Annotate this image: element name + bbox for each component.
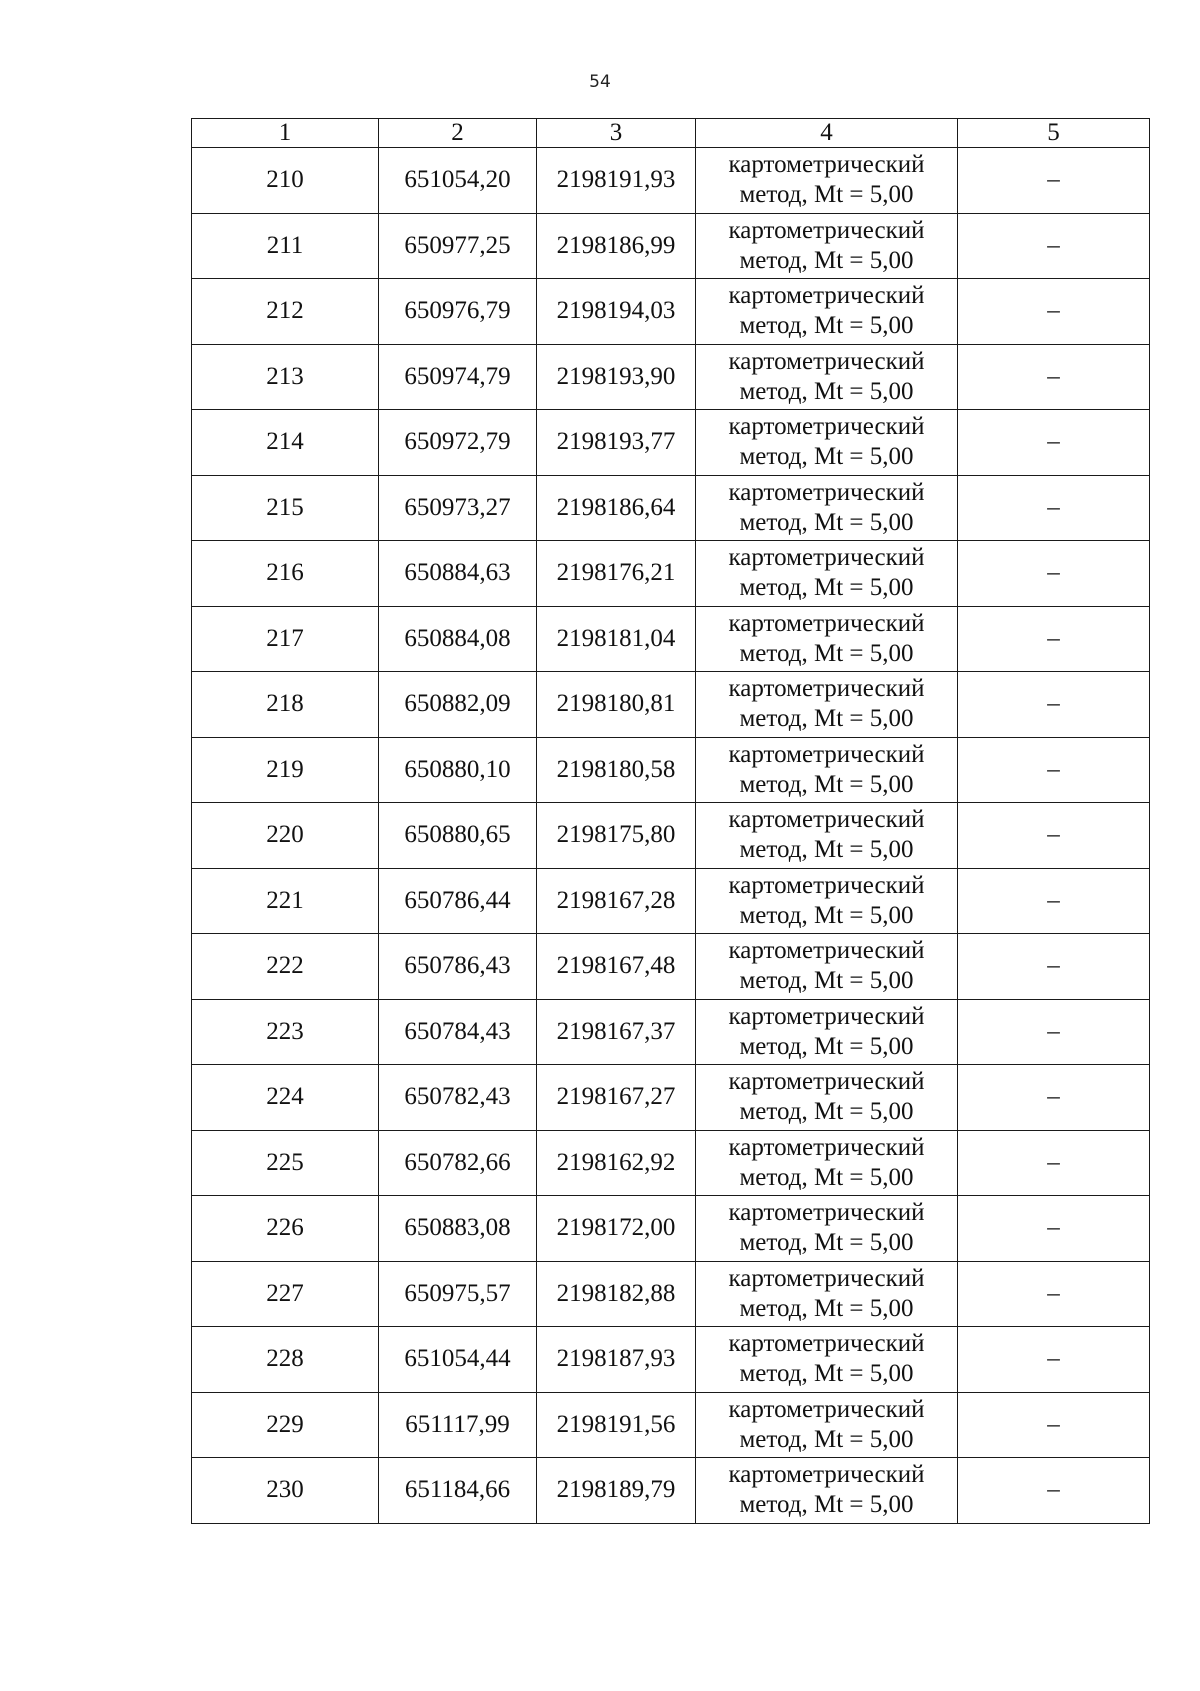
note-cell: – (958, 1458, 1150, 1524)
table-row (192, 999, 1150, 1065)
method-line-2: метод, Mt = 5,00 (739, 836, 914, 864)
method-cell (696, 1196, 958, 1262)
table-row (192, 1196, 1150, 1262)
method-line-1: картометрический (728, 1395, 925, 1423)
method-line-1: картометрический (728, 1264, 925, 1292)
method-line-1: картометрический (728, 1002, 925, 1030)
table-row (192, 148, 1150, 214)
method-cell (696, 279, 958, 345)
method-line-2: метод, Mt = 5,00 (739, 1360, 914, 1388)
y-coordinate-cell: 2198186,64 (537, 475, 696, 541)
method-line-1: картометрический (728, 282, 925, 310)
method-line-1: картометрический (728, 544, 925, 572)
method-line-2: метод, Mt = 5,00 (739, 1032, 914, 1060)
table-header (192, 119, 1150, 148)
method-line-1: картометрический (728, 806, 925, 834)
note-cell: – (958, 803, 1150, 869)
method-line-2: метод, Mt = 5,00 (739, 181, 914, 209)
method-cell (696, 606, 958, 672)
header-row (192, 119, 1150, 148)
method-cell (696, 803, 958, 869)
x-coordinate-cell: 650973,27 (379, 475, 537, 541)
note-cell: – (958, 606, 1150, 672)
method-line-2: метод, Mt = 5,00 (739, 443, 914, 471)
x-coordinate-cell: 650882,09 (379, 672, 537, 738)
y-coordinate-cell: 2198180,81 (537, 672, 696, 738)
table-row (192, 1130, 1150, 1196)
method-cell (696, 344, 958, 410)
x-coordinate-cell: 650782,43 (379, 1065, 537, 1131)
note-cell: – (958, 213, 1150, 279)
point-number-cell: 221 (192, 868, 379, 934)
method-line-2: метод, Mt = 5,00 (739, 770, 914, 798)
table-row (192, 344, 1150, 410)
method-line-1: картометрический (728, 937, 925, 965)
method-line-1: картометрический (728, 347, 925, 375)
method-line-1: картометрический (728, 609, 925, 637)
method-cell (696, 410, 958, 476)
method-line-2: метод, Mt = 5,00 (739, 1425, 914, 1453)
y-coordinate-cell: 2198182,88 (537, 1261, 696, 1327)
note-cell: – (958, 1065, 1150, 1131)
table-row (192, 737, 1150, 803)
table-row (192, 868, 1150, 934)
point-number-cell: 226 (192, 1196, 379, 1262)
x-coordinate-cell: 650884,63 (379, 541, 537, 607)
y-coordinate-cell: 2198162,92 (537, 1130, 696, 1196)
point-number-cell: 219 (192, 737, 379, 803)
table-row (192, 213, 1150, 279)
method-line-2: метод, Mt = 5,00 (739, 1491, 914, 1519)
y-coordinate-cell: 2198176,21 (537, 541, 696, 607)
y-coordinate-cell: 2198181,04 (537, 606, 696, 672)
y-coordinate-cell: 2198172,00 (537, 1196, 696, 1262)
header-col-3: 3 (537, 119, 696, 148)
method-line-2: метод, Mt = 5,00 (739, 574, 914, 602)
y-coordinate-cell: 2198167,28 (537, 868, 696, 934)
x-coordinate-cell: 651117,99 (379, 1392, 537, 1458)
point-number-cell: 213 (192, 344, 379, 410)
point-number-cell: 230 (192, 1458, 379, 1524)
method-cell (696, 1392, 958, 1458)
x-coordinate-cell: 650786,43 (379, 934, 537, 1000)
point-number-cell: 228 (192, 1327, 379, 1393)
point-number-cell: 225 (192, 1130, 379, 1196)
note-cell: – (958, 1327, 1150, 1393)
method-line-1: картометрический (728, 1461, 925, 1489)
point-number-cell: 229 (192, 1392, 379, 1458)
point-number-cell: 223 (192, 999, 379, 1065)
method-line-1: картометрический (728, 151, 925, 179)
x-coordinate-cell: 651184,66 (379, 1458, 537, 1524)
x-coordinate-cell: 650972,79 (379, 410, 537, 476)
point-number-cell: 216 (192, 541, 379, 607)
x-coordinate-cell: 650976,79 (379, 279, 537, 345)
table-row (192, 672, 1150, 738)
note-cell: – (958, 148, 1150, 214)
y-coordinate-cell: 2198194,03 (537, 279, 696, 345)
x-coordinate-cell: 650782,66 (379, 1130, 537, 1196)
method-line-2: метод, Mt = 5,00 (739, 246, 914, 274)
method-cell (696, 672, 958, 738)
y-coordinate-cell: 2198189,79 (537, 1458, 696, 1524)
x-coordinate-cell: 650786,44 (379, 868, 537, 934)
table-row (192, 1065, 1150, 1131)
note-cell: – (958, 475, 1150, 541)
y-coordinate-cell: 2198193,77 (537, 410, 696, 476)
header-col-5: 5 (958, 119, 1150, 148)
point-number-cell: 211 (192, 213, 379, 279)
method-line-1: картометрический (728, 675, 925, 703)
note-cell: – (958, 1392, 1150, 1458)
y-coordinate-cell: 2198167,27 (537, 1065, 696, 1131)
method-line-2: метод, Mt = 5,00 (739, 508, 914, 536)
method-line-2: метод, Mt = 5,00 (739, 1098, 914, 1126)
note-cell: – (958, 737, 1150, 803)
method-line-2: метод, Mt = 5,00 (739, 1163, 914, 1191)
note-cell: – (958, 541, 1150, 607)
point-number-cell: 215 (192, 475, 379, 541)
header-col-1: 1 (192, 119, 379, 148)
y-coordinate-cell: 2198191,93 (537, 148, 696, 214)
note-cell: – (958, 934, 1150, 1000)
method-line-1: картометрический (728, 1330, 925, 1358)
header-col-2: 2 (379, 119, 537, 148)
method-line-2: метод, Mt = 5,00 (739, 1229, 914, 1257)
note-cell: – (958, 1196, 1150, 1262)
method-cell (696, 934, 958, 1000)
x-coordinate-cell: 651054,20 (379, 148, 537, 214)
method-line-2: метод, Mt = 5,00 (739, 1294, 914, 1322)
method-line-1: картометрический (728, 1068, 925, 1096)
method-line-1: картометрический (728, 1133, 925, 1161)
table-row (192, 1458, 1150, 1524)
method-line-2: метод, Mt = 5,00 (739, 705, 914, 733)
table-row (192, 1392, 1150, 1458)
note-cell: – (958, 999, 1150, 1065)
note-cell: – (958, 868, 1150, 934)
table-row (192, 475, 1150, 541)
method-line-2: метод, Mt = 5,00 (739, 312, 914, 340)
x-coordinate-cell: 650880,10 (379, 737, 537, 803)
point-number-cell: 227 (192, 1261, 379, 1327)
table-row (192, 1327, 1150, 1393)
x-coordinate-cell: 650784,43 (379, 999, 537, 1065)
method-cell (696, 475, 958, 541)
point-number-cell: 222 (192, 934, 379, 1000)
method-line-1: картометрический (728, 413, 925, 441)
method-cell (696, 737, 958, 803)
method-cell (696, 1327, 958, 1393)
table-row (192, 541, 1150, 607)
point-number-cell: 220 (192, 803, 379, 869)
note-cell: – (958, 279, 1150, 345)
table-row (192, 803, 1150, 869)
method-line-1: картометрический (728, 478, 925, 506)
coordinates-table (191, 118, 1150, 1524)
point-number-cell: 212 (192, 279, 379, 345)
y-coordinate-cell: 2198191,56 (537, 1392, 696, 1458)
table-row (192, 1261, 1150, 1327)
method-line-1: картометрический (728, 740, 925, 768)
method-cell (696, 148, 958, 214)
note-cell: – (958, 1130, 1150, 1196)
x-coordinate-cell: 650977,25 (379, 213, 537, 279)
method-cell (696, 1130, 958, 1196)
note-cell: – (958, 344, 1150, 410)
method-cell (696, 868, 958, 934)
y-coordinate-cell: 2198186,99 (537, 213, 696, 279)
method-cell (696, 213, 958, 279)
y-coordinate-cell: 2198167,37 (537, 999, 696, 1065)
method-cell (696, 1261, 958, 1327)
x-coordinate-cell: 650974,79 (379, 344, 537, 410)
x-coordinate-cell: 651054,44 (379, 1327, 537, 1393)
method-cell (696, 1458, 958, 1524)
x-coordinate-cell: 650883,08 (379, 1196, 537, 1262)
table-row (192, 410, 1150, 476)
method-line-2: метод, Mt = 5,00 (739, 901, 914, 929)
table-body (192, 148, 1150, 1524)
y-coordinate-cell: 2198167,48 (537, 934, 696, 1000)
method-line-1: картометрический (728, 1199, 925, 1227)
y-coordinate-cell: 2198193,90 (537, 344, 696, 410)
point-number-cell: 217 (192, 606, 379, 672)
x-coordinate-cell: 650975,57 (379, 1261, 537, 1327)
method-cell (696, 1065, 958, 1131)
method-line-1: картометрический (728, 871, 925, 899)
method-line-2: метод, Mt = 5,00 (739, 639, 914, 667)
note-cell: – (958, 672, 1150, 738)
method-line-2: метод, Mt = 5,00 (739, 377, 914, 405)
table-row (192, 606, 1150, 672)
y-coordinate-cell: 2198175,80 (537, 803, 696, 869)
header-col-4: 4 (696, 119, 958, 148)
page-number: 54 (589, 72, 611, 92)
y-coordinate-cell: 2198180,58 (537, 737, 696, 803)
table-row (192, 279, 1150, 345)
note-cell: – (958, 1261, 1150, 1327)
method-line-1: картометрический (728, 216, 925, 244)
point-number-cell: 210 (192, 148, 379, 214)
point-number-cell: 214 (192, 410, 379, 476)
point-number-cell: 218 (192, 672, 379, 738)
method-cell (696, 541, 958, 607)
note-cell: – (958, 410, 1150, 476)
x-coordinate-cell: 650884,08 (379, 606, 537, 672)
y-coordinate-cell: 2198187,93 (537, 1327, 696, 1393)
point-number-cell: 224 (192, 1065, 379, 1131)
table-row (192, 934, 1150, 1000)
x-coordinate-cell: 650880,65 (379, 803, 537, 869)
method-cell (696, 999, 958, 1065)
method-line-2: метод, Mt = 5,00 (739, 967, 914, 995)
